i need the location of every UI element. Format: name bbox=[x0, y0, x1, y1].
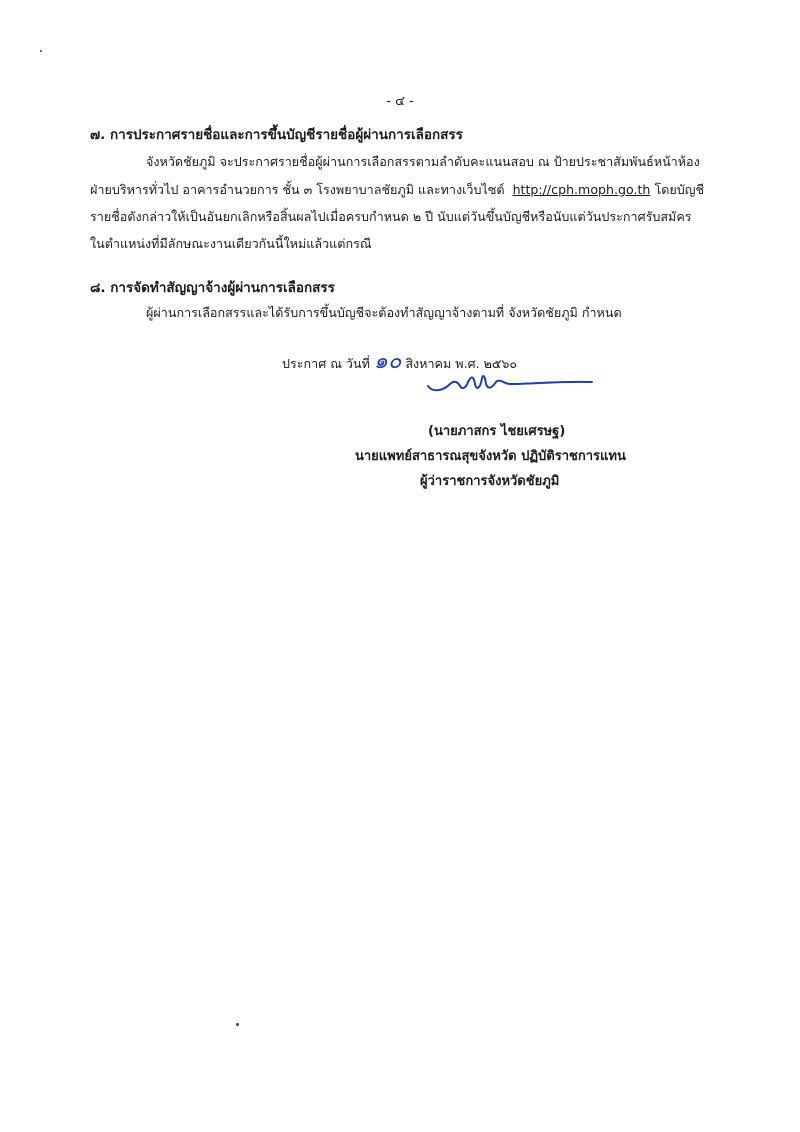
announcement-prefix: ประกาศ ณ วันที่ bbox=[282, 356, 370, 371]
signatory-name: (นายภาสกร ไชยเศรษฐ) bbox=[428, 424, 566, 439]
section-7-line-4: ในตำแหน่งที่มีลักษณะงานเดียวกันนี้ใหม่แล้วแต่กรณี bbox=[90, 236, 372, 251]
section-8-line: ผู้ผ่านการเลือกสรรและได้รับการขึ้นบัญชีจะต้องทำสัญญาจ้างตามที่ จังหวัดชัยภูมิ กำหนด bbox=[146, 305, 622, 320]
section-7-heading: ๗. การประกาศรายชื่อและการขึ้นบัญชีรายชื่อผู้ผ่านการเลือกสรร bbox=[90, 127, 463, 143]
scan-speck bbox=[40, 50, 42, 52]
website-link[interactable]: http://cph.moph.go.th bbox=[512, 182, 651, 197]
signatory-title: ผู้ว่าราชการจังหวัดชัยภูมิ bbox=[420, 474, 560, 489]
section-7-line-2-tail: โดยบัญชี bbox=[654, 182, 705, 197]
section-7-line-2-text: ฝ่ายบริหารทั่วไป อาคารอำนวยการ ชั้น ๓ โรงพยาบาลชัยภูมิ และทางเว็บไซต์ bbox=[90, 182, 505, 197]
section-7-line-2 bbox=[90, 180, 704, 200]
section-7-line-3: รายชื่อดังกล่าวให้เป็นอันยกเลิกหรือสิ้นผลไปเมื่อครบกำหนด ๒ ปี นับแต่วันขึ้นบัญชีหรือนับแต่วันประกาศรับสมัคร bbox=[90, 209, 692, 224]
scan-speck bbox=[236, 1023, 239, 1026]
signature-image bbox=[420, 370, 600, 400]
signatory-position: นายแพทย์สาธารณสุขจังหวัด ปฏิบัติราชการแทน bbox=[355, 449, 626, 464]
announcement-suffix: สิงหาคม พ.ศ. ๒๕๖๐ bbox=[405, 356, 518, 371]
section-7-line-1: จังหวัดชัยภูมิ จะประกาศรายชื่อผู้ผ่านการเลือกสรรตามลำดับคะแนนสอบ ณ ป้ายประชาสัมพันธ์หน้าห้อง bbox=[146, 154, 700, 169]
section-8-heading: ๘. การจัดทำสัญญาจ้างผู้ผ่านการเลือกสรร bbox=[90, 280, 335, 296]
announcement-day: ๑๐ bbox=[373, 349, 402, 374]
page-number: - ๔ - bbox=[386, 94, 414, 109]
